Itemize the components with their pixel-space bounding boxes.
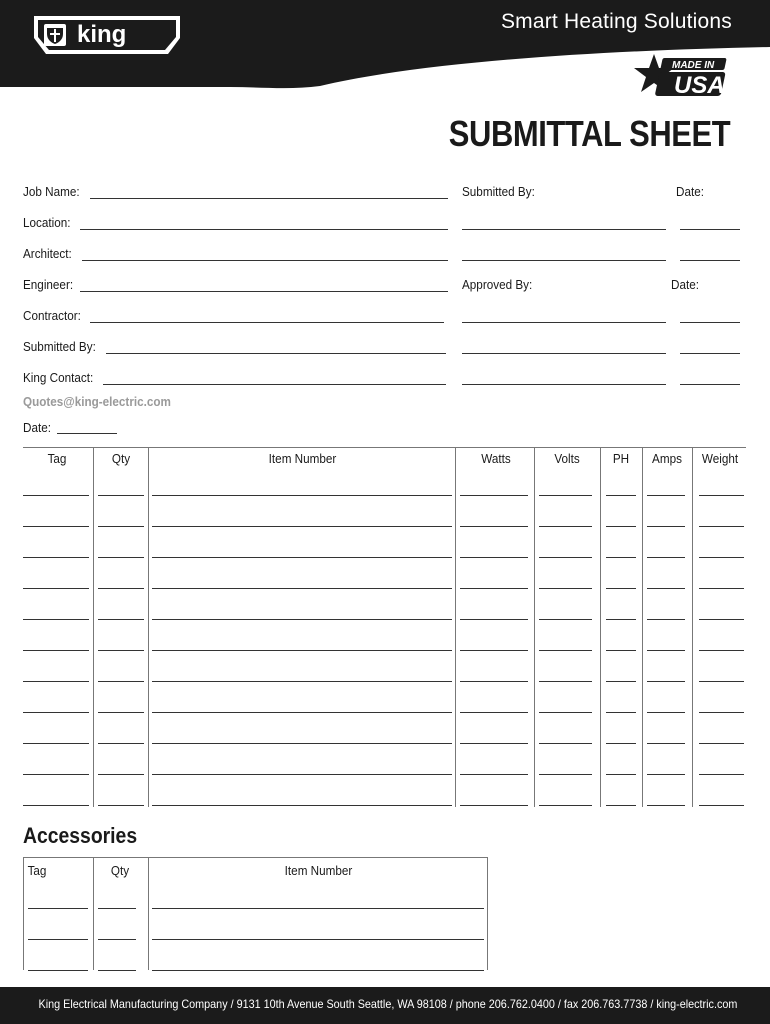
accessories-title: Accessories	[23, 823, 138, 848]
date-label: Date:	[23, 420, 51, 435]
footer-bar	[0, 987, 770, 1024]
architect-field[interactable]	[82, 260, 448, 261]
items-tag-field[interactable]	[23, 588, 89, 589]
items-tag-field[interactable]	[23, 743, 89, 744]
approved-date-line[interactable]	[680, 384, 740, 385]
items-watts-field[interactable]	[460, 588, 528, 589]
king-logo-wordmark: king	[77, 21, 127, 48]
items-header-qty: Qty	[111, 451, 131, 466]
items-qty-field[interactable]	[98, 619, 144, 620]
contractor-field[interactable]	[90, 322, 444, 323]
submitted-date-line[interactable]	[680, 260, 740, 261]
submitted-date-line[interactable]	[680, 229, 740, 230]
accessories-item-number-field[interactable]	[152, 939, 484, 940]
items-amps-field[interactable]	[647, 495, 685, 496]
items-column-divider	[93, 447, 94, 807]
items-header-ph: PH	[612, 451, 630, 466]
items-qty-field[interactable]	[98, 557, 144, 558]
submitted-by-field[interactable]	[106, 353, 446, 354]
items-weight-field[interactable]	[699, 495, 744, 496]
items-item-number-field[interactable]	[152, 495, 452, 496]
job-name-field[interactable]	[90, 198, 448, 199]
items-weight-field[interactable]	[699, 557, 744, 558]
items-amps-field[interactable]	[647, 588, 685, 589]
items-weight-field[interactable]	[699, 681, 744, 682]
accessories-table-right-border	[487, 857, 488, 970]
items-amps-field[interactable]	[647, 712, 685, 713]
approved-date-line[interactable]	[680, 322, 740, 323]
items-tag-field[interactable]	[23, 619, 89, 620]
accessories-qty-field[interactable]	[98, 939, 136, 940]
accessories-item-number-field[interactable]	[152, 908, 484, 909]
badge-usa: USA	[674, 72, 725, 99]
items-volts-field[interactable]	[539, 712, 592, 713]
items-volts-field[interactable]	[539, 805, 592, 806]
items-volts-field[interactable]	[539, 526, 592, 527]
items-header-amps: Amps	[652, 451, 682, 466]
items-ph-field[interactable]	[606, 588, 636, 589]
accessories-tag-field[interactable]	[28, 908, 88, 909]
location-field[interactable]	[80, 229, 448, 230]
items-watts-field[interactable]	[460, 712, 528, 713]
items-header-watts: Watts	[481, 451, 511, 466]
items-amps-field[interactable]	[647, 681, 685, 682]
items-header-tag: Tag	[47, 451, 67, 466]
submitted-by-sign-line[interactable]	[462, 260, 666, 261]
items-column-divider	[600, 447, 601, 807]
items-tag-field[interactable]	[23, 774, 89, 775]
items-item-number-field[interactable]	[152, 743, 452, 744]
items-volts-field[interactable]	[539, 619, 592, 620]
architect-label: Architect:	[23, 246, 72, 261]
accessories-tag-field[interactable]	[28, 970, 88, 971]
approved-by-label: Approved By:	[462, 277, 533, 292]
items-ph-field[interactable]	[606, 712, 636, 713]
items-item-number-field[interactable]	[152, 712, 452, 713]
items-volts-field[interactable]	[539, 681, 592, 682]
accessories-item-number-field[interactable]	[152, 970, 484, 971]
items-qty-field[interactable]	[98, 588, 144, 589]
brand-tagline: Smart Heating Solutions	[500, 10, 732, 33]
items-weight-field[interactable]	[699, 650, 744, 651]
items-volts-field[interactable]	[539, 650, 592, 651]
accessories-column-divider	[93, 857, 94, 970]
accessories-qty-field[interactable]	[98, 908, 136, 909]
approved-by-sign-line[interactable]	[462, 384, 666, 385]
items-amps-field[interactable]	[647, 805, 685, 806]
items-weight-field[interactable]	[699, 712, 744, 713]
items-watts-field[interactable]	[460, 526, 528, 527]
items-volts-field[interactable]	[539, 743, 592, 744]
items-weight-field[interactable]	[699, 526, 744, 527]
items-ph-field[interactable]	[606, 774, 636, 775]
date-field[interactable]	[57, 433, 117, 434]
items-tag-field[interactable]	[23, 805, 89, 806]
items-amps-field[interactable]	[647, 619, 685, 620]
items-tag-field[interactable]	[23, 681, 89, 682]
items-amps-field[interactable]	[647, 650, 685, 651]
items-tag-field[interactable]	[23, 650, 89, 651]
items-table-top-border	[23, 447, 746, 448]
items-qty-field[interactable]	[98, 774, 144, 775]
items-column-divider	[148, 447, 149, 807]
items-ph-field[interactable]	[606, 619, 636, 620]
accessories-tag-field[interactable]	[28, 939, 88, 940]
accessories-header-qty: Qty	[110, 863, 130, 878]
items-amps-field[interactable]	[647, 743, 685, 744]
engineer-field[interactable]	[80, 291, 448, 292]
items-qty-field[interactable]	[98, 650, 144, 651]
items-watts-field[interactable]	[460, 681, 528, 682]
items-qty-field[interactable]	[98, 743, 144, 744]
items-weight-field[interactable]	[699, 743, 744, 744]
items-ph-field[interactable]	[606, 743, 636, 744]
items-weight-field[interactable]	[699, 588, 744, 589]
engineer-label: Engineer:	[23, 277, 74, 292]
king-contact-field[interactable]	[103, 384, 446, 385]
items-weight-field[interactable]	[699, 774, 744, 775]
items-watts-field[interactable]	[460, 557, 528, 558]
items-item-number-field[interactable]	[152, 805, 452, 806]
footer-contact-text: King Electrical Manufacturing Company / 9131 10th Avenue South Seattle, WA 98108 / phone 206.762.0400 / fax 206.763.7738 / king-electric.com	[38, 997, 738, 1011]
items-qty-field[interactable]	[98, 681, 144, 682]
items-qty-field[interactable]	[98, 805, 144, 806]
items-item-number-field[interactable]	[152, 619, 452, 620]
items-item-number-field[interactable]	[152, 774, 452, 775]
items-column-divider	[692, 447, 693, 807]
quotes-email[interactable]: Quotes@king-electric.com	[23, 394, 171, 409]
approved-date-line[interactable]	[680, 353, 740, 354]
approval-date-label: Date:	[676, 184, 704, 199]
items-qty-field[interactable]	[98, 495, 144, 496]
items-volts-field[interactable]	[539, 774, 592, 775]
items-tag-field[interactable]	[23, 557, 89, 558]
items-volts-field[interactable]	[539, 588, 592, 589]
items-item-number-field[interactable]	[152, 526, 452, 527]
items-header-volts: Volts	[554, 451, 580, 466]
items-watts-field[interactable]	[460, 619, 528, 620]
items-watts-field[interactable]	[460, 774, 528, 775]
badge-made-in: MADE IN	[672, 60, 715, 71]
items-tag-field[interactable]	[23, 712, 89, 713]
king-contact-label: King Contact:	[23, 370, 94, 385]
submitted-by-sign-line[interactable]	[462, 229, 666, 230]
items-amps-field[interactable]	[647, 774, 685, 775]
items-tag-field[interactable]	[23, 526, 89, 527]
accessories-header-tag: Tag	[27, 863, 47, 878]
items-watts-field[interactable]	[460, 495, 528, 496]
items-header-item-number: Item Number	[268, 451, 337, 466]
items-watts-field[interactable]	[460, 805, 528, 806]
items-amps-field[interactable]	[647, 526, 685, 527]
approved-by-sign-line[interactable]	[462, 322, 666, 323]
items-qty-field[interactable]	[98, 712, 144, 713]
items-item-number-field[interactable]	[152, 650, 452, 651]
items-ph-field[interactable]	[606, 557, 636, 558]
items-item-number-field[interactable]	[152, 588, 452, 589]
accessories-qty-field[interactable]	[98, 970, 136, 971]
items-item-number-field[interactable]	[152, 681, 452, 682]
items-tag-field[interactable]	[23, 495, 89, 496]
made-in-usa-badge	[634, 52, 734, 102]
items-watts-field[interactable]	[460, 743, 528, 744]
accessories-column-divider	[148, 857, 149, 970]
items-ph-field[interactable]	[606, 650, 636, 651]
job-name-label: Job Name:	[23, 184, 80, 199]
items-volts-field[interactable]	[539, 495, 592, 496]
items-column-divider	[455, 447, 456, 807]
approved-by-sign-line[interactable]	[462, 353, 666, 354]
items-qty-field[interactable]	[98, 526, 144, 527]
items-header-weight: Weight	[701, 451, 739, 466]
accessories-header-item-number: Item Number	[284, 863, 353, 878]
page-title: SUBMITTAL SHEET	[448, 113, 730, 154]
approval-submitted-by-label: Submitted By:	[462, 184, 535, 199]
contractor-label: Contractor:	[23, 308, 81, 323]
submitted-by-label: Submitted By:	[23, 339, 96, 354]
items-weight-field[interactable]	[699, 619, 744, 620]
items-watts-field[interactable]	[460, 650, 528, 651]
items-column-divider	[642, 447, 643, 807]
location-label: Location:	[23, 215, 71, 230]
items-weight-field[interactable]	[699, 805, 744, 806]
items-amps-field[interactable]	[647, 557, 685, 558]
items-item-number-field[interactable]	[152, 557, 452, 558]
king-logo	[32, 14, 182, 56]
approval-date2-label: Date:	[671, 277, 699, 292]
items-ph-field[interactable]	[606, 526, 636, 527]
items-volts-field[interactable]	[539, 557, 592, 558]
items-column-divider	[534, 447, 535, 807]
items-ph-field[interactable]	[606, 805, 636, 806]
items-ph-field[interactable]	[606, 495, 636, 496]
items-ph-field[interactable]	[606, 681, 636, 682]
